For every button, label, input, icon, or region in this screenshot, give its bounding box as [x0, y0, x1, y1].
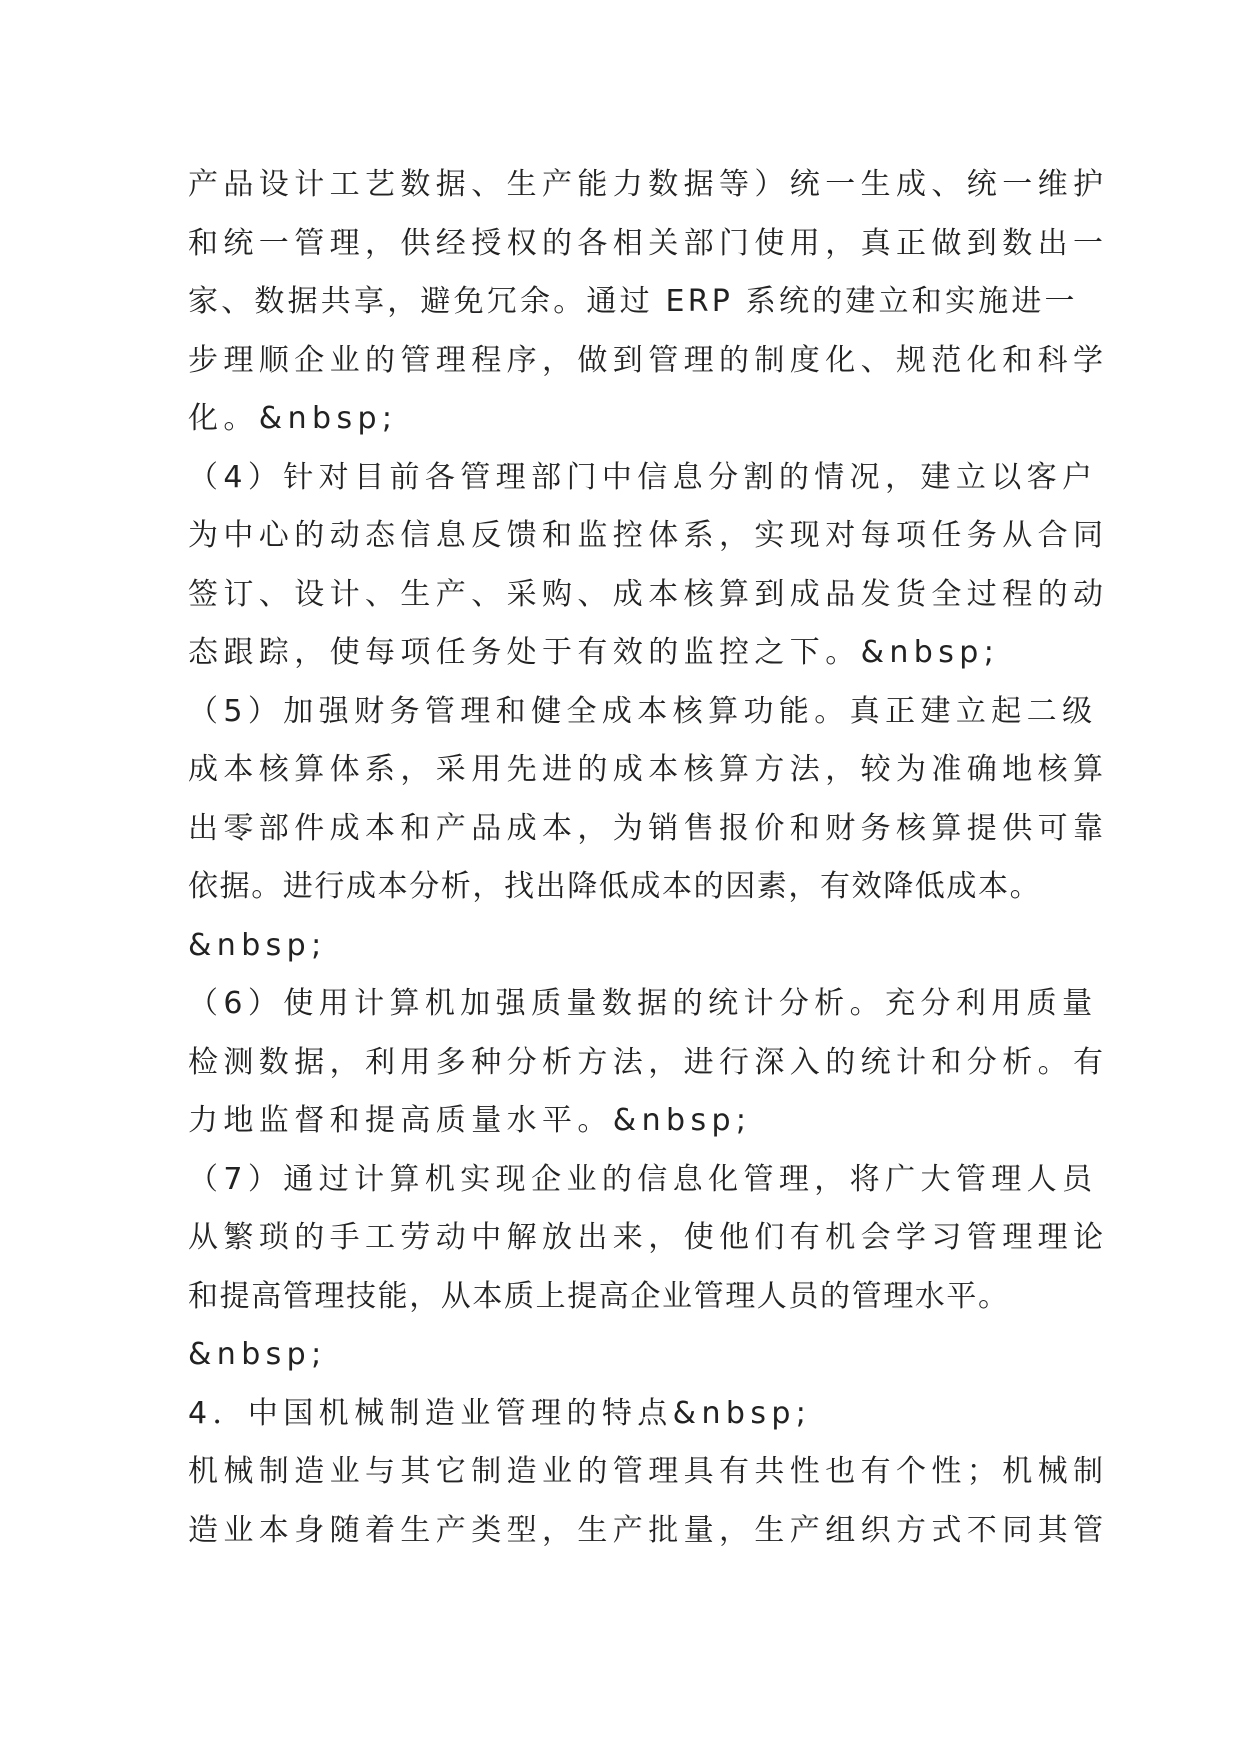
text-line: 机械制造业与其它制造业的管理具有共性也有个性；机械制: [188, 1454, 1109, 1489]
text-line: （6）使用计算机加强质量数据的统计分析。充分利用质量: [188, 986, 1098, 1021]
text-line: 造业本身随着生产类型，生产批量，生产组织方式不同其管: [188, 1512, 1109, 1548]
text-line: &nbsp;: [188, 1337, 327, 1372]
text-line: 签订、设计、生产、采购、成本核算到成品发货全过程的动: [188, 576, 1109, 612]
text-line: （7）通过计算机实现企业的信息化管理，将广大管理人员: [188, 1161, 1098, 1197]
text-line: 出零部件成本和产品成本，为销售报价和财务核算提供可靠: [188, 810, 1109, 846]
text-line: （4）针对目前各管理部门中信息分割的情况，建立以客户: [188, 459, 1098, 495]
body-text: [188, 156, 1109, 1560]
text-line: 从繁琐的手工劳动中解放出来，使他们有机会学习管理理论: [188, 1220, 1109, 1255]
text-line: 产品设计工艺数据、生产能力数据等）统一生成、统一维护: [188, 167, 1109, 202]
text-line: 化。&nbsp;: [188, 401, 398, 436]
text-line: &nbsp;: [188, 927, 327, 963]
text-line: 成本核算体系，采用先进的成本核算方法，较为准确地核算: [188, 752, 1109, 787]
text-line: 和提高管理技能，从本质上提高企业管理人员的管理水平。: [188, 1278, 1010, 1314]
text-line: 家、数据共享，避免冗余。通过 ERP 系统的建立和实施进一: [188, 284, 1078, 319]
text-line: 力地监督和提高质量水平。&nbsp;: [188, 1103, 752, 1138]
text-line: 和统一管理，供经授权的各相关部门使用，真正做到数出一: [188, 225, 1109, 261]
text-line: 为中心的动态信息反馈和监控体系，实现对每项任务从合同: [188, 518, 1109, 553]
text-line: 步理顺企业的管理程序，做到管理的制度化、规范化和科学: [188, 342, 1109, 378]
section-heading: 4．中国机械制造业管理的特点&nbsp;: [188, 1395, 812, 1431]
text-line: （5）加强财务管理和健全成本核算功能。真正建立起二级: [188, 693, 1098, 729]
text-line: 依据。进行成本分析，找出降低成本的因素，有效降低成本。: [188, 869, 1042, 904]
text-line: 态跟踪，使每项任务处于有效的监控之下。&nbsp;: [188, 635, 1000, 670]
text-line: 检测数据，利用多种分析方法，进行深入的统计和分析。有: [188, 1044, 1109, 1080]
